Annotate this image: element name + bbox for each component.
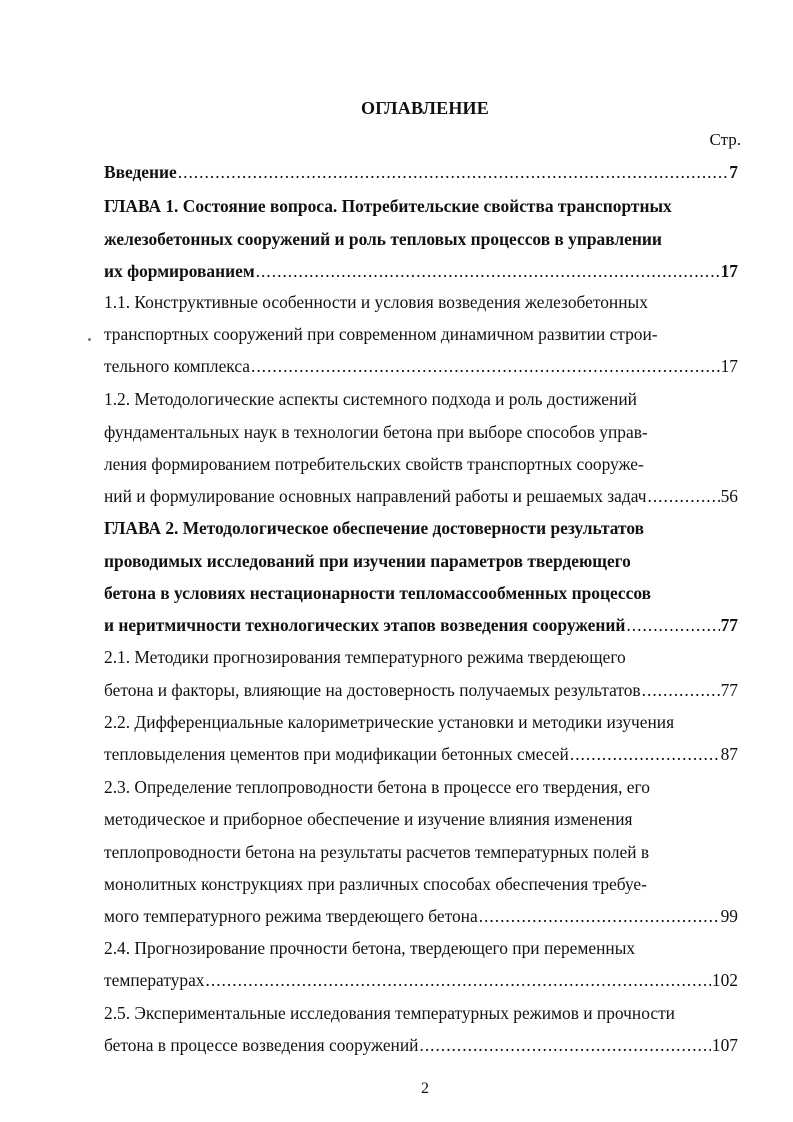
toc-entry-text: тепловыделения цементов при модификации бетонных смесей [104, 744, 569, 764]
toc-entry-section-2-2 [104, 742, 738, 766]
toc-page-number: 99 [720, 906, 738, 926]
margin-mark [88, 338, 91, 341]
toc-entry-text: бетона в процессе возведения сооружений [104, 1035, 419, 1055]
toc-text-line: 1.2. Методологические аспекты системного подхода и роль достижений [104, 389, 637, 409]
toc-text-line: проводимых исследований при изучении параметров твердеющего [104, 551, 631, 571]
leader-dots [479, 904, 720, 928]
toc-entry-section-1-1 [104, 354, 738, 378]
toc-page-number: 87 [720, 744, 738, 764]
toc-page-number: 107 [711, 1035, 738, 1055]
toc-entry-text: тельного комплекса [104, 356, 250, 376]
leader-dots [419, 1033, 710, 1057]
toc-entry-section-2-5 [104, 1033, 738, 1057]
toc-title: ОГЛАВЛЕНИЕ [361, 98, 489, 118]
toc-entry-introduction [104, 160, 738, 184]
leader-dots [206, 968, 711, 992]
toc-entry-text: бетона и факторы, влияющие на достоверность получаемых результатов [104, 680, 641, 700]
toc-text-line: 2.5. Экспериментальные исследования температурных режимов и прочности [104, 1003, 675, 1023]
toc-entry-chapter-1 [104, 259, 738, 283]
toc-entry-text: мого температурного режима твердеющего бетона [104, 906, 478, 926]
leader-dots [251, 354, 720, 378]
toc-text-line: 1.1. Конструктивные особенности и условия возведения железобетонных [104, 292, 648, 312]
toc-entry-section-2-3 [104, 904, 738, 928]
leader-dots [647, 484, 719, 508]
toc-page-number: 77 [720, 680, 738, 700]
toc-entry-chapter-2 [104, 613, 738, 637]
toc-entry-text: их формированием [104, 261, 255, 281]
page-column-label: Стр. [709, 130, 741, 149]
toc-text-line: 2.3. Определение теплопроводности бетона в процессе его твердения, его [104, 777, 650, 797]
toc-text-line: бетона в условиях нестационарности тепломассообменных процессов [104, 583, 651, 603]
toc-page-number: 56 [720, 486, 738, 506]
toc-page-number: 17 [720, 261, 738, 281]
toc-entry-text: Введение [104, 162, 177, 182]
page-number: 2 [421, 1080, 429, 1097]
leader-dots [570, 742, 720, 766]
toc-page-number: 102 [711, 970, 738, 990]
toc-text-line: фундаментальных наук в технологии бетона при выборе способов управ- [104, 422, 648, 442]
toc-text-line: методическое и приборное обеспечение и изучение влияния изменения [104, 809, 633, 829]
toc-entry-section-2-1 [104, 678, 738, 702]
toc-page-number: 17 [720, 356, 738, 376]
toc-text-line: теплопроводности бетона на результаты расчетов температурных полей в [104, 842, 650, 862]
toc-text-line: транспортных сооружений при современном динамичном развитии строи- [104, 324, 658, 344]
leader-dots [178, 160, 729, 184]
toc-text-line: 2.4. Прогнозирование прочности бетона, твердеющего при переменных [104, 938, 636, 958]
toc-text-line: ГЛАВА 1. Состояние вопроса. Потребительские свойства транспортных [104, 196, 672, 216]
toc-entry-section-2-4 [104, 968, 738, 992]
toc-text-line: 2.1. Методики прогнозирования температурного режима твердеющего [104, 647, 626, 667]
toc-text-line: монолитных конструкциях при различных способах обеспечения требуе- [104, 874, 647, 894]
toc-text-line: ГЛАВА 2. Методологическое обеспечение достоверности результатов [104, 518, 645, 538]
leader-dots [642, 678, 720, 702]
leader-dots [256, 259, 720, 283]
leader-dots [626, 613, 719, 637]
toc-text-line: ления формированием потребительских свойств транспортных сооруже- [104, 454, 644, 474]
toc-entry-text: ний и формулирование основных направлений работы и решаемых задач [104, 486, 647, 506]
toc-page-number: 7 [729, 162, 738, 182]
toc-text-line: железобетонных сооружений и роль тепловых процессов в управлении [104, 229, 662, 249]
toc-text-line: 2.2. Дифференциальные калориметрические установки и методики изучения [104, 712, 675, 732]
toc-entry-text: температурах [104, 970, 205, 990]
toc-page-number: 77 [720, 615, 738, 635]
toc-entry-section-1-2 [104, 484, 738, 508]
toc-entry-text: и неритмичности технологических этапов возведения сооружений [104, 615, 626, 635]
